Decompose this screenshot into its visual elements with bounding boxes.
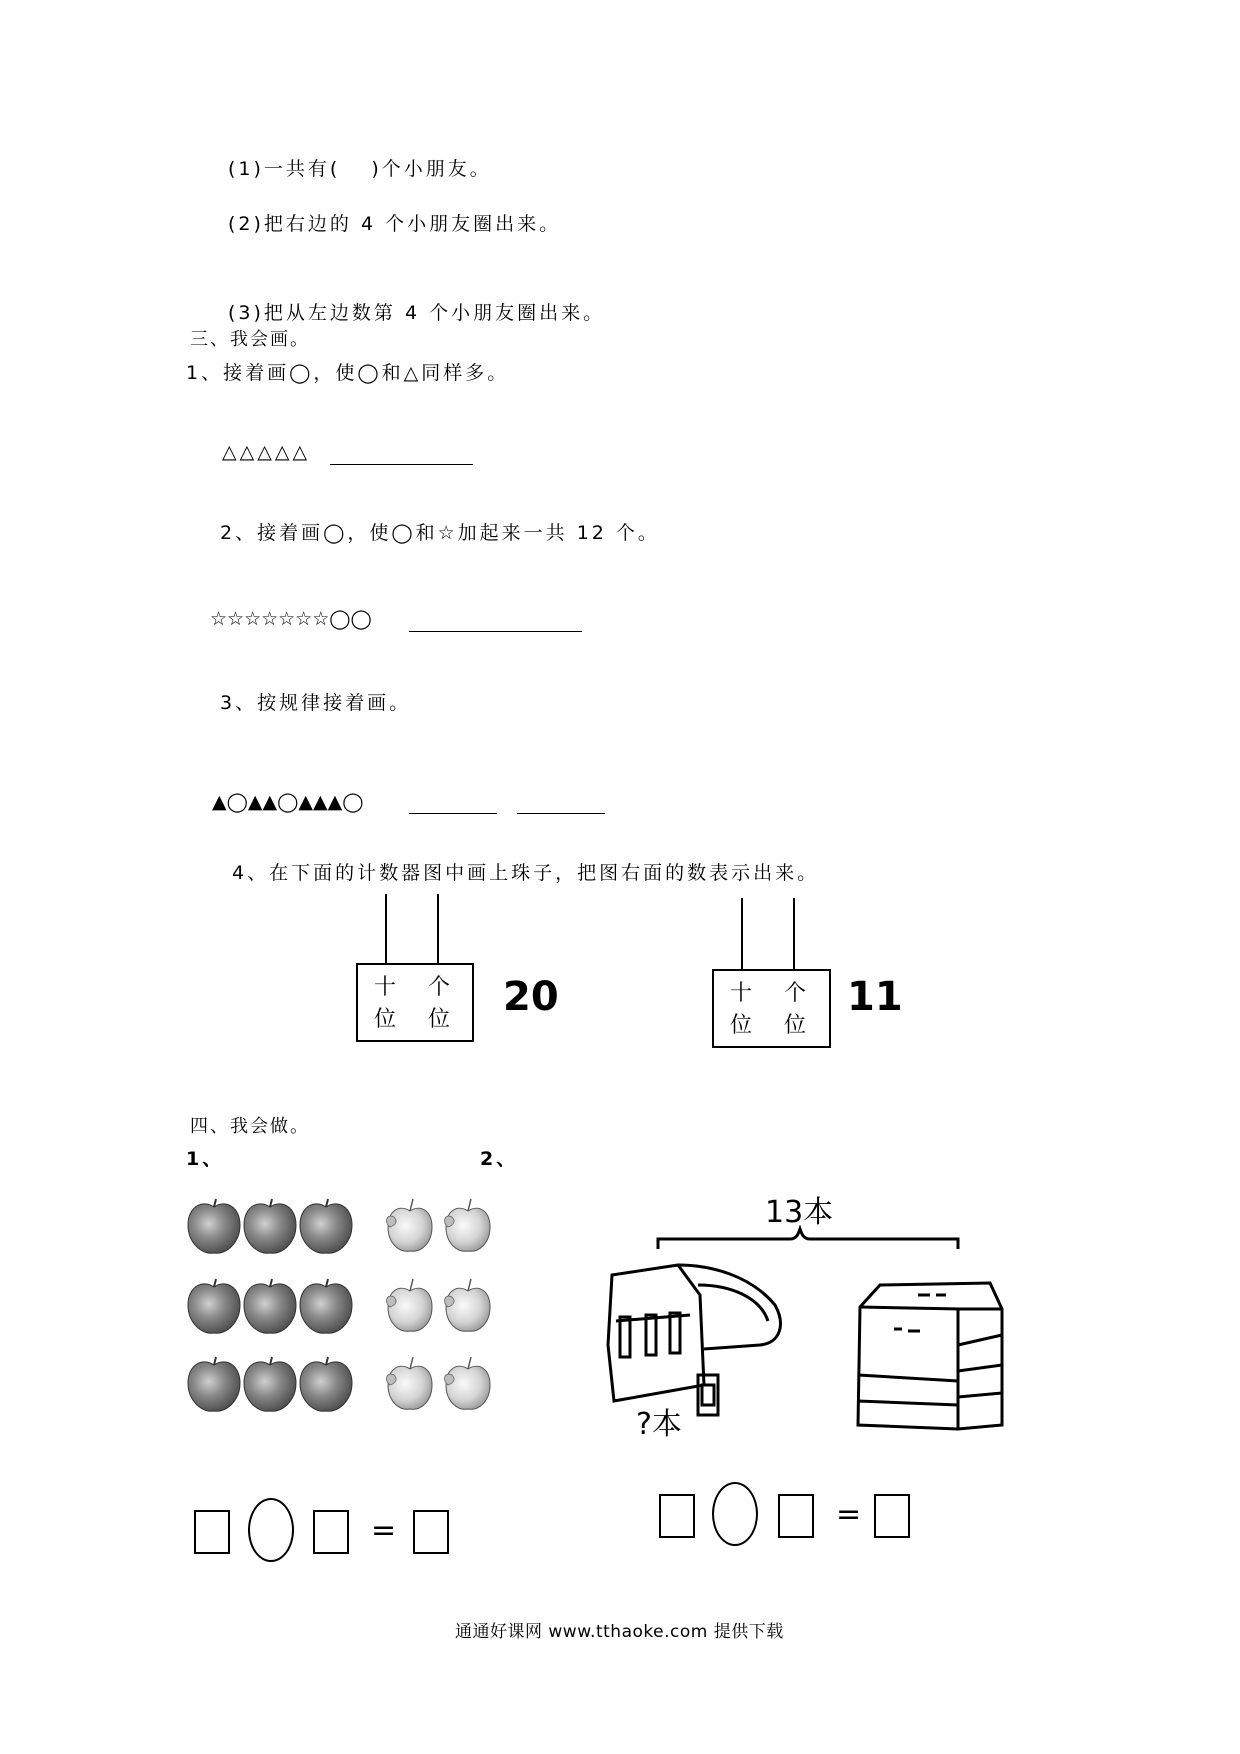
- answer-line-3a[interactable]: [409, 813, 497, 814]
- tens-rod[interactable]: [385, 894, 387, 964]
- question-1: (1)一共有( )个小朋友。: [228, 158, 492, 180]
- draw-item-3-text: 3、按规律接着画。: [220, 692, 412, 714]
- answer-box[interactable]: [659, 1494, 695, 1538]
- tens-label-bottom: 位: [730, 1013, 753, 1038]
- section-3-title: 三、我会画。: [190, 329, 310, 350]
- equals-sign: =: [371, 1513, 397, 1548]
- question-3: (3)把从左边数第 4 个小朋友圈出来。: [228, 302, 606, 324]
- ones-rod[interactable]: [437, 894, 439, 964]
- draw-item-3-given-shapes: ▲◯▲▲◯▲▲▲◯: [212, 791, 364, 813]
- tens-label-top: 十: [730, 981, 753, 1006]
- answer-box[interactable]: [778, 1494, 814, 1538]
- question-2: (2)把右边的 4 个小朋友圈出来。: [228, 213, 562, 235]
- tens-label-bottom: 位: [374, 1007, 397, 1032]
- counter-2-number: 11: [847, 974, 903, 1020]
- ones-label-bottom: 位: [428, 1007, 451, 1032]
- total-books-label: 13本: [765, 1195, 834, 1230]
- problem-1-label: 1、: [186, 1148, 225, 1170]
- answer-box[interactable]: [413, 1510, 449, 1554]
- answer-line-1[interactable]: [330, 464, 473, 465]
- unknown-books-label: ?本: [636, 1407, 682, 1442]
- answer-box[interactable]: [313, 1510, 349, 1554]
- counter-1-base: [356, 963, 474, 1042]
- tens-label-top: 十: [374, 975, 397, 1000]
- answer-line-2[interactable]: [409, 631, 582, 632]
- ones-label-top: 个: [784, 981, 807, 1006]
- draw-item-2-given-shapes: ☆☆☆☆☆☆☆◯◯: [210, 608, 372, 630]
- answer-box[interactable]: [874, 1494, 910, 1538]
- tens-rod[interactable]: [741, 898, 743, 970]
- ones-label-bottom: 位: [784, 1013, 807, 1038]
- operator-circle[interactable]: [248, 1498, 294, 1562]
- ones-rod[interactable]: [793, 898, 795, 970]
- answer-line-3b[interactable]: [517, 813, 605, 814]
- footer-download-note: 通通好课网 www.tthaoke.com 提供下载: [455, 1622, 784, 1642]
- section-4-title: 四、我会做。: [190, 1116, 310, 1137]
- equals-sign: =: [836, 1497, 862, 1532]
- draw-item-1-text: 1、接着画◯，使◯和△同样多。: [186, 362, 510, 384]
- counter-1-number: 20: [503, 974, 559, 1020]
- draw-item-4-text: 4、在下面的计数器图中画上珠子，把图右面的数表示出来。: [232, 862, 820, 884]
- counter-2-base: [712, 969, 831, 1048]
- apples-picture: [180, 1195, 510, 1450]
- draw-item-1-given-shapes: △△△△△: [222, 441, 311, 463]
- draw-item-2-text: 2、接着画◯，使◯和☆加起来一共 12 个。: [220, 522, 660, 544]
- operator-circle[interactable]: [712, 1482, 758, 1546]
- ones-label-top: 个: [428, 975, 451, 1000]
- problem-2-label: 2、: [480, 1148, 519, 1170]
- answer-box[interactable]: [194, 1510, 230, 1554]
